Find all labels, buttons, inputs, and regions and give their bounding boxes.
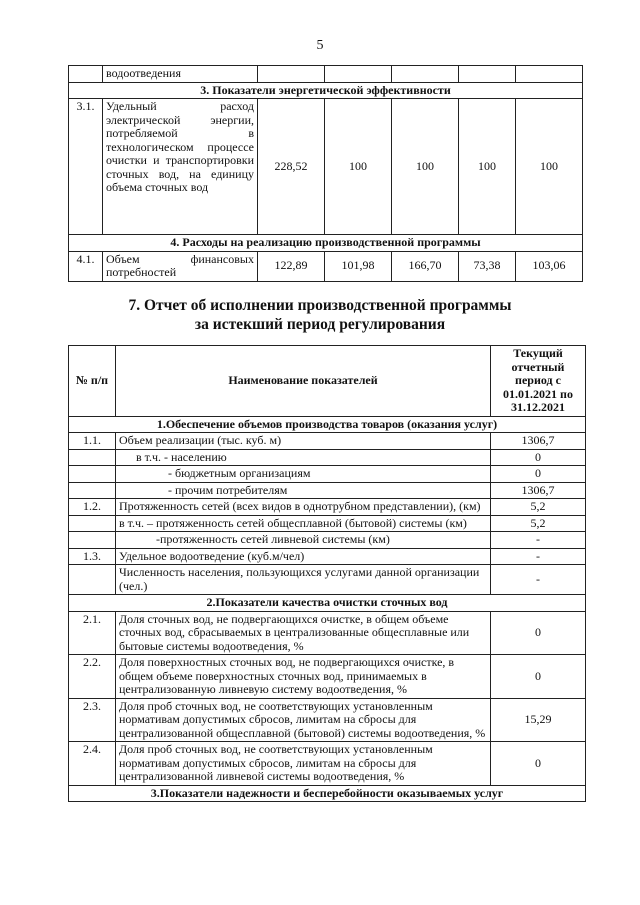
row-number-cell: 2.1. [69, 611, 116, 655]
table-row [69, 565, 586, 595]
value-cell [258, 66, 325, 83]
value-cell [459, 66, 516, 83]
indicator-name-cell: Удельное водоотведение (куб.м/чел) [116, 548, 491, 565]
value-cell: 5,2 [491, 515, 586, 532]
table-row [69, 466, 586, 483]
heading-line: 7. Отчет об исполнении производственной программы [128, 297, 512, 314]
table-row [69, 433, 586, 450]
table-row [69, 515, 586, 532]
value-cell: 166,70 [392, 251, 459, 281]
indicator-name-cell: Доля сточных вод, не подвергающихся очистке, в общем объеме сточных вод, сбрасываемых в централизованные общесплавные или бытовые системы водоотведения, % [116, 611, 491, 655]
row-number-cell: 1.2. [69, 499, 116, 516]
value-cell: - [491, 548, 586, 565]
row-number-cell: 2.4. [69, 742, 116, 786]
section-header-row [69, 82, 583, 99]
value-cell: 101,98 [325, 251, 392, 281]
indicator-name-cell: Протяженность сетей (всех видов в однотрубном представлении), (км) [116, 499, 491, 516]
indicator-name-cell: -протяженность сетей ливневой системы (км) [116, 532, 491, 549]
table-row [69, 532, 586, 549]
section-title: 3. Показатели энергетической эффективности [69, 82, 583, 99]
value-cell: 1306,7 [491, 482, 586, 499]
header-name: Наименование показателей [116, 346, 491, 417]
table-row [69, 611, 586, 655]
table-row [69, 655, 586, 699]
value-cell: 100 [515, 99, 582, 235]
value-cell: 1306,7 [491, 433, 586, 450]
row-number-cell [69, 66, 103, 83]
heading-line: за истекший период регулирования [194, 316, 446, 333]
row-number-cell: 4.1. [69, 251, 103, 281]
section-heading [0, 296, 640, 334]
indicator-name-cell: Объем финансовых потребностей [103, 251, 258, 281]
table-row [69, 251, 583, 281]
indicator-name-cell: в т.ч. - населению [116, 449, 491, 466]
table-row [69, 548, 586, 565]
header-period: Текущий отчетный период с 01.01.2021 по 31.12.2021 [491, 346, 586, 417]
value-cell: 100 [392, 99, 459, 235]
row-number-cell: 1.3. [69, 548, 116, 565]
value-cell [515, 66, 582, 83]
row-number-cell: 3.1. [69, 99, 103, 235]
table-row [69, 698, 586, 742]
value-cell: - [491, 565, 586, 595]
indicator-name-cell: - прочим потребителям [116, 482, 491, 499]
indicator-name-cell: в т.ч. – протяженность сетей общесплавной (бытовой) системы (км) [116, 515, 491, 532]
value-cell: 0 [491, 611, 586, 655]
value-cell: 73,38 [459, 251, 516, 281]
value-cell: 100 [459, 99, 516, 235]
table-row [69, 742, 586, 786]
value-cell: - [491, 532, 586, 549]
value-cell [392, 66, 459, 83]
value-cell: 15,29 [491, 698, 586, 742]
value-cell: 122,89 [258, 251, 325, 281]
row-number-cell [69, 449, 116, 466]
table-row [69, 449, 586, 466]
row-number-cell [69, 515, 116, 532]
indicator-name-cell: водоотведения [103, 66, 258, 83]
page-number: 5 [316, 38, 324, 53]
header-number: № п/п [69, 346, 116, 417]
section-title: 4. Расходы на реализацию производственной программы [69, 235, 583, 252]
section-header-row [69, 785, 586, 802]
table-row [69, 499, 586, 516]
row-number-cell [69, 466, 116, 483]
indicator-name-cell: Удельный расход электрической энергии, потребляемой в технологическом процессе очистки и транспортировки сточных вод, на единицу объема сточных вод [103, 99, 258, 235]
row-number-cell [69, 565, 116, 595]
value-cell: 103,06 [515, 251, 582, 281]
section-title: 3.Показатели надежности и бесперебойности оказываемых услуг [69, 785, 586, 802]
value-cell: 0 [491, 449, 586, 466]
section-header-row [69, 416, 586, 433]
section-header-row [69, 595, 586, 612]
table-row [69, 482, 586, 499]
value-cell [325, 66, 392, 83]
row-number-cell: 2.3. [69, 698, 116, 742]
section-header-row [69, 235, 583, 252]
header-row [69, 346, 586, 417]
indicators-table [68, 65, 583, 282]
indicator-name-cell: - бюджетным организациям [116, 466, 491, 483]
row-number-cell [69, 482, 116, 499]
indicator-name-cell: Доля проб сточных вод, не соответствующих установленным нормативам допустимых сбросов, лимитам на сбросы для централизованной общесплавной (бытовой) системы водоотведения, % [116, 698, 491, 742]
indicator-name-cell: Доля проб сточных вод, не соответствующих установленным нормативам допустимых сбросов, лимитам на сбросы для централизованной ливневой системы водоотведения, % [116, 742, 491, 786]
table-row [69, 66, 583, 83]
value-cell: 0 [491, 466, 586, 483]
row-number-cell: 1.1. [69, 433, 116, 450]
indicator-name-cell: Численность населения, пользующихся услугами данной организации (чел.) [116, 565, 491, 595]
row-number-cell [69, 532, 116, 549]
value-cell: 5,2 [491, 499, 586, 516]
indicator-name-cell: Объем реализации (тыс. куб. м) [116, 433, 491, 450]
value-cell: 0 [491, 655, 586, 699]
section-title: 1.Обеспечение объемов производства товаров (оказания услуг) [69, 416, 586, 433]
section-title: 2.Показатели качества очистки сточных вод [69, 595, 586, 612]
value-cell: 228,52 [258, 99, 325, 235]
value-cell: 100 [325, 99, 392, 235]
row-number-cell: 2.2. [69, 655, 116, 699]
indicator-name-cell: Доля поверхностных сточных вод, не подвергающихся очистке, в общем объеме поверхностных сточных вод, принимаемых в централизованную ливневую систему водоотведения, % [116, 655, 491, 699]
table-row [69, 99, 583, 235]
value-cell: 0 [491, 742, 586, 786]
report-table [68, 345, 586, 802]
